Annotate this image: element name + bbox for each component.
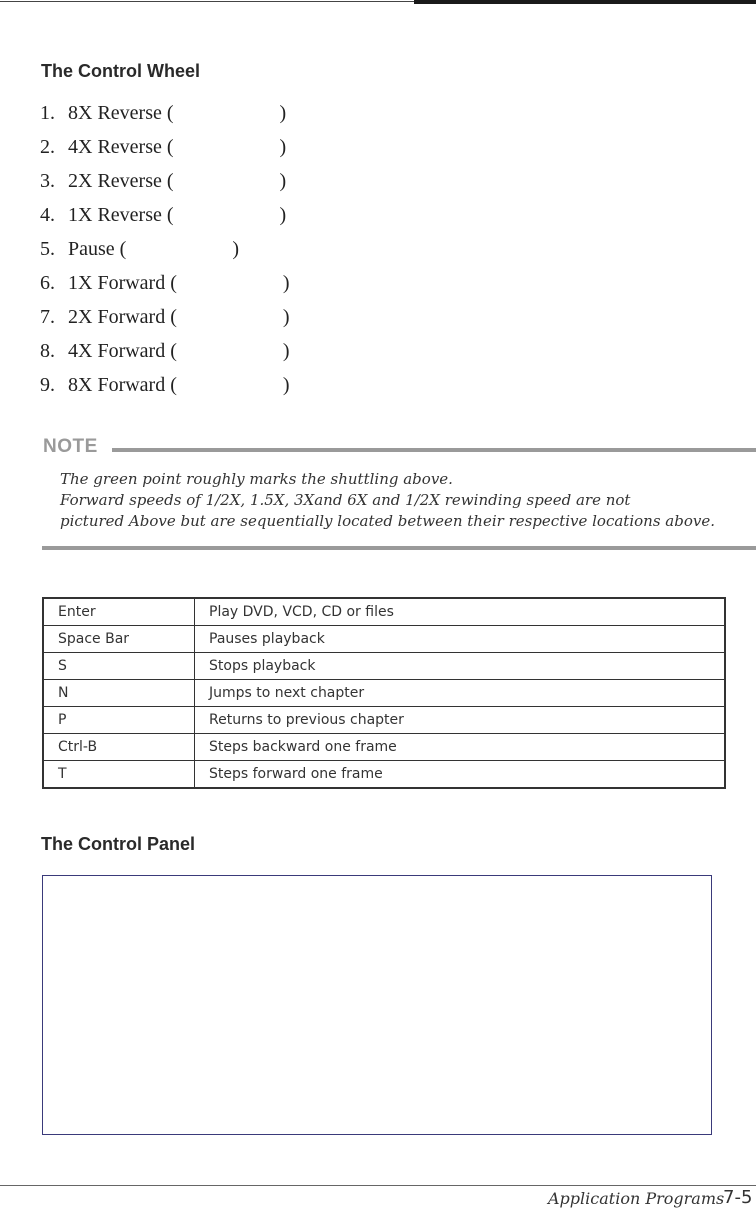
page-number: 7-5 <box>723 1187 753 1208</box>
shortcut-action: Returns to previous chapter <box>195 707 726 734</box>
shortcut-key: Enter <box>43 598 195 626</box>
table-row <box>43 761 725 789</box>
list-item: 9. 8X Forward ( ) <box>40 374 290 396</box>
table-row <box>43 680 725 707</box>
list-item: 1. 8X Reverse ( ) <box>40 102 287 124</box>
shortcut-key: S <box>43 653 195 680</box>
keyboard-shortcut-table <box>42 597 726 789</box>
shortcut-action: Steps backward one frame <box>195 734 726 761</box>
list-item: 6. 1X Forward ( ) <box>40 272 290 294</box>
shortcut-action: Pauses playback <box>195 626 726 653</box>
header-rule-thick <box>414 0 756 4</box>
table-row <box>43 653 725 680</box>
note-text <box>60 469 715 532</box>
control-wheel-heading: The Control Wheel <box>41 61 200 81</box>
footer-chapter-title: Application Programs <box>548 1189 725 1208</box>
control-wheel-list <box>40 99 290 405</box>
footer-rule <box>0 1185 756 1186</box>
list-item: 4. 1X Reverse ( ) <box>40 204 287 226</box>
shortcut-key: Ctrl-B <box>43 734 195 761</box>
control-panel-heading: The Control Panel <box>41 834 196 854</box>
table-row <box>43 707 725 734</box>
note-rule-top <box>112 448 756 452</box>
list-item: 3. 2X Reverse ( ) <box>40 170 287 192</box>
note-line: pictured Above but are sequentially located between their respective locations above. <box>60 512 715 530</box>
shortcut-action: Play DVD, VCD, CD or files <box>195 598 726 626</box>
list-item: 2. 4X Reverse ( ) <box>40 136 287 158</box>
list-item: 7. 2X Forward ( ) <box>40 306 290 328</box>
table-row <box>43 734 725 761</box>
shortcut-action: Jumps to next chapter <box>195 680 726 707</box>
note-line: The green point roughly marks the shuttling above. <box>60 470 453 488</box>
note-label: NOTE <box>43 436 98 457</box>
shortcut-key: Space Bar <box>43 626 195 653</box>
note-line: Forward speeds of 1/2X, 1.5X, 3Xand 6X and 1/2X rewinding speed are not <box>60 491 631 509</box>
note-rule-bottom <box>42 546 756 550</box>
list-item: 5. Pause ( ) <box>40 238 239 260</box>
table-row <box>43 626 725 653</box>
shortcut-key: P <box>43 707 195 734</box>
list-item: 8. 4X Forward ( ) <box>40 340 290 362</box>
shortcut-key: T <box>43 761 195 789</box>
table-row <box>43 598 725 626</box>
shortcut-key: N <box>43 680 195 707</box>
shortcut-action: Stops playback <box>195 653 726 680</box>
control-panel-image-placeholder <box>42 875 712 1135</box>
header-rule-thin <box>0 1 416 2</box>
shortcut-action: Steps forward one frame <box>195 761 726 789</box>
